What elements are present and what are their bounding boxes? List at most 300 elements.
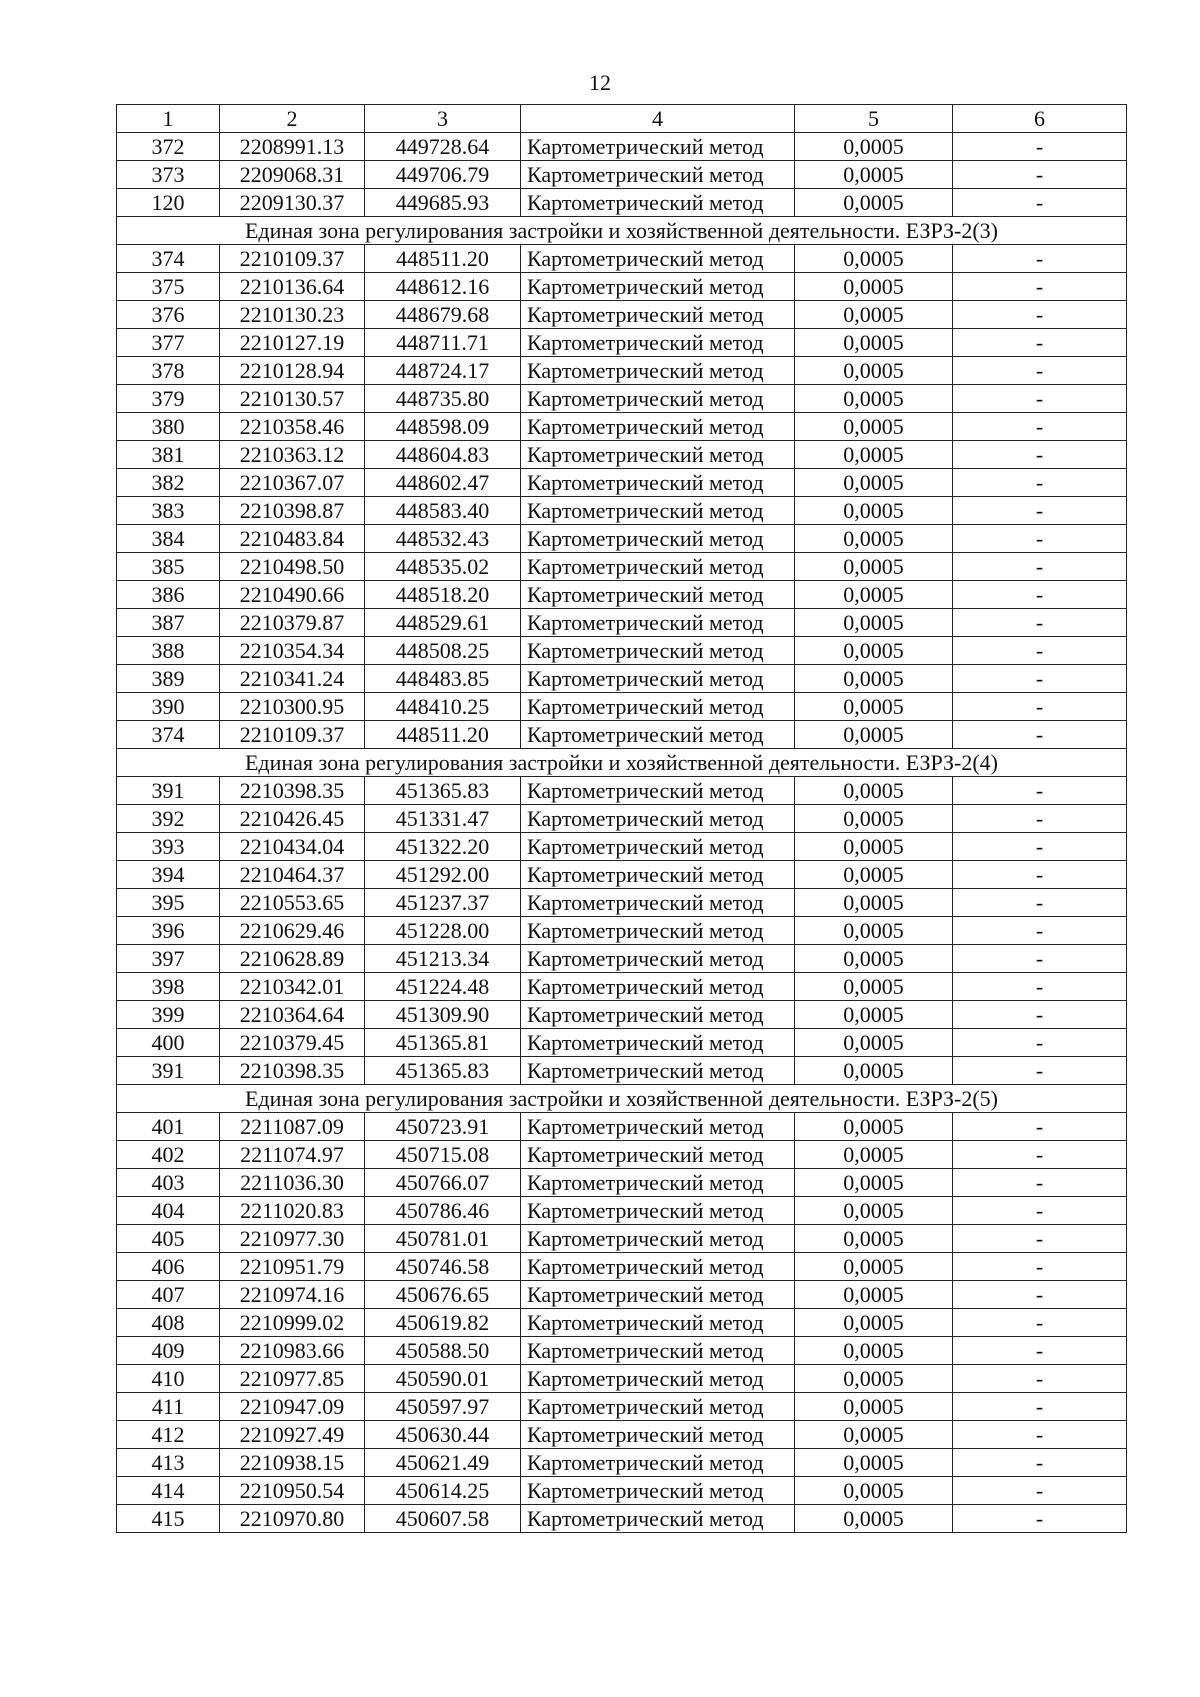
accuracy-cell: 0,0005 — [795, 273, 953, 301]
point-number-cell: 396 — [117, 917, 220, 945]
accuracy-cell: 0,0005 — [795, 889, 953, 917]
description-cell: - — [953, 245, 1127, 273]
table-row — [117, 525, 1127, 553]
x-coordinate-cell: 2209068.31 — [220, 161, 365, 189]
method-cell: Картометрический метод — [521, 889, 795, 917]
point-number-cell: 392 — [117, 805, 220, 833]
accuracy-cell: 0,0005 — [795, 861, 953, 889]
accuracy-cell: 0,0005 — [795, 609, 953, 637]
y-coordinate-cell: 448612.16 — [365, 273, 521, 301]
description-cell: - — [953, 1337, 1127, 1365]
x-coordinate-cell: 2210426.45 — [220, 805, 365, 833]
x-coordinate-cell: 2210553.65 — [220, 889, 365, 917]
y-coordinate-cell: 448583.40 — [365, 497, 521, 525]
y-coordinate-cell: 448529.61 — [365, 609, 521, 637]
point-number-cell: 404 — [117, 1197, 220, 1225]
x-coordinate-cell: 2209130.37 — [220, 189, 365, 217]
y-coordinate-cell: 449706.79 — [365, 161, 521, 189]
header-cell-6: 6 — [953, 105, 1127, 133]
y-coordinate-cell: 451224.48 — [365, 973, 521, 1001]
x-coordinate-cell: 2210983.66 — [220, 1337, 365, 1365]
description-cell: - — [953, 1141, 1127, 1169]
method-cell: Картометрический метод — [521, 1421, 795, 1449]
accuracy-cell: 0,0005 — [795, 301, 953, 329]
y-coordinate-cell: 451237.37 — [365, 889, 521, 917]
description-cell: - — [953, 665, 1127, 693]
y-coordinate-cell: 451322.20 — [365, 833, 521, 861]
y-coordinate-cell: 450621.49 — [365, 1449, 521, 1477]
x-coordinate-cell: 2210364.64 — [220, 1001, 365, 1029]
y-coordinate-cell: 448532.43 — [365, 525, 521, 553]
zone-title-row — [117, 1085, 1127, 1113]
zone-title-row — [117, 749, 1127, 777]
point-number-cell: 372 — [117, 133, 220, 161]
point-number-cell: 120 — [117, 189, 220, 217]
description-cell: - — [953, 637, 1127, 665]
table-row — [117, 581, 1127, 609]
description-cell: - — [953, 1057, 1127, 1085]
description-cell: - — [953, 273, 1127, 301]
method-cell: Картометрический метод — [521, 245, 795, 273]
method-cell: Картометрический метод — [521, 161, 795, 189]
y-coordinate-cell: 450766.07 — [365, 1169, 521, 1197]
accuracy-cell: 0,0005 — [795, 469, 953, 497]
accuracy-cell: 0,0005 — [795, 1057, 953, 1085]
description-cell: - — [953, 693, 1127, 721]
description-cell: - — [953, 1421, 1127, 1449]
table-row — [117, 1477, 1127, 1505]
table-row — [117, 301, 1127, 329]
point-number-cell: 415 — [117, 1505, 220, 1533]
description-cell: - — [953, 441, 1127, 469]
method-cell: Картометрический метод — [521, 777, 795, 805]
y-coordinate-cell: 450715.08 — [365, 1141, 521, 1169]
point-number-cell: 391 — [117, 777, 220, 805]
description-cell: - — [953, 469, 1127, 497]
point-number-cell: 381 — [117, 441, 220, 469]
table-row — [117, 973, 1127, 1001]
x-coordinate-cell: 2210498.50 — [220, 553, 365, 581]
x-coordinate-cell: 2211020.83 — [220, 1197, 365, 1225]
point-number-cell: 377 — [117, 329, 220, 357]
table-row — [117, 861, 1127, 889]
accuracy-cell: 0,0005 — [795, 1113, 953, 1141]
x-coordinate-cell: 2210464.37 — [220, 861, 365, 889]
point-number-cell: 379 — [117, 385, 220, 413]
method-cell: Картометрический метод — [521, 973, 795, 1001]
x-coordinate-cell: 2210398.87 — [220, 497, 365, 525]
method-cell: Картометрический метод — [521, 1057, 795, 1085]
y-coordinate-cell: 451365.83 — [365, 1057, 521, 1085]
point-number-cell: 407 — [117, 1281, 220, 1309]
x-coordinate-cell: 2210483.84 — [220, 525, 365, 553]
accuracy-cell: 0,0005 — [795, 1337, 953, 1365]
x-coordinate-cell: 2210300.95 — [220, 693, 365, 721]
accuracy-cell: 0,0005 — [795, 1169, 953, 1197]
table-row — [117, 1421, 1127, 1449]
x-coordinate-cell: 2211074.97 — [220, 1141, 365, 1169]
point-number-cell: 412 — [117, 1421, 220, 1449]
description-cell: - — [953, 497, 1127, 525]
description-cell: - — [953, 329, 1127, 357]
table-row — [117, 1449, 1127, 1477]
table-row — [117, 273, 1127, 301]
y-coordinate-cell: 451309.90 — [365, 1001, 521, 1029]
method-cell: Картометрический метод — [521, 1197, 795, 1225]
method-cell: Картометрический метод — [521, 1309, 795, 1337]
y-coordinate-cell: 451228.00 — [365, 917, 521, 945]
point-number-cell: 409 — [117, 1337, 220, 1365]
header-cell-5: 5 — [795, 105, 953, 133]
accuracy-cell: 0,0005 — [795, 161, 953, 189]
x-coordinate-cell: 2210938.15 — [220, 1449, 365, 1477]
table-row — [117, 693, 1127, 721]
table-row — [117, 609, 1127, 637]
header-cell-2: 2 — [220, 105, 365, 133]
x-coordinate-cell: 2210358.46 — [220, 413, 365, 441]
description-cell: - — [953, 861, 1127, 889]
point-number-cell: 406 — [117, 1253, 220, 1281]
accuracy-cell: 0,0005 — [795, 1197, 953, 1225]
point-number-cell: 390 — [117, 693, 220, 721]
point-number-cell: 384 — [117, 525, 220, 553]
point-number-cell: 401 — [117, 1113, 220, 1141]
y-coordinate-cell: 450781.01 — [365, 1225, 521, 1253]
description-cell: - — [953, 189, 1127, 217]
point-number-cell: 375 — [117, 273, 220, 301]
table-row — [117, 805, 1127, 833]
description-cell: - — [953, 805, 1127, 833]
accuracy-cell: 0,0005 — [795, 805, 953, 833]
table-row — [117, 833, 1127, 861]
accuracy-cell: 0,0005 — [795, 553, 953, 581]
y-coordinate-cell: 451292.00 — [365, 861, 521, 889]
x-coordinate-cell: 2210127.19 — [220, 329, 365, 357]
description-cell: - — [953, 1365, 1127, 1393]
zone-title: Единая зона регулирования застройки и хозяйственной деятельности. ЕЗРЗ-2(4) — [117, 749, 1127, 777]
accuracy-cell: 0,0005 — [795, 1309, 953, 1337]
method-cell: Картометрический метод — [521, 721, 795, 749]
accuracy-cell: 0,0005 — [795, 357, 953, 385]
method-cell: Картометрический метод — [521, 273, 795, 301]
method-cell: Картометрический метод — [521, 1477, 795, 1505]
point-number-cell: 402 — [117, 1141, 220, 1169]
point-number-cell: 395 — [117, 889, 220, 917]
table-body — [117, 133, 1127, 1533]
method-cell: Картометрический метод — [521, 945, 795, 973]
table-row — [117, 1197, 1127, 1225]
header-cell-3: 3 — [365, 105, 521, 133]
point-number-cell: 383 — [117, 497, 220, 525]
method-cell: Картометрический метод — [521, 357, 795, 385]
y-coordinate-cell: 450746.58 — [365, 1253, 521, 1281]
y-coordinate-cell: 450619.82 — [365, 1309, 521, 1337]
point-number-cell: 388 — [117, 637, 220, 665]
table-row — [117, 1393, 1127, 1421]
accuracy-cell: 0,0005 — [795, 777, 953, 805]
point-number-cell: 408 — [117, 1309, 220, 1337]
method-cell: Картометрический метод — [521, 1281, 795, 1309]
method-cell: Картометрический метод — [521, 301, 795, 329]
point-number-cell: 403 — [117, 1169, 220, 1197]
method-cell: Картометрический метод — [521, 861, 795, 889]
description-cell: - — [953, 1169, 1127, 1197]
y-coordinate-cell: 450597.97 — [365, 1393, 521, 1421]
accuracy-cell: 0,0005 — [795, 1449, 953, 1477]
accuracy-cell: 0,0005 — [795, 329, 953, 357]
point-number-cell: 385 — [117, 553, 220, 581]
description-cell: - — [953, 889, 1127, 917]
accuracy-cell: 0,0005 — [795, 637, 953, 665]
point-number-cell: 411 — [117, 1393, 220, 1421]
table-row — [117, 1057, 1127, 1085]
description-cell: - — [953, 1281, 1127, 1309]
y-coordinate-cell: 449728.64 — [365, 133, 521, 161]
point-number-cell: 378 — [117, 357, 220, 385]
table-row — [117, 1113, 1127, 1141]
accuracy-cell: 0,0005 — [795, 1281, 953, 1309]
y-coordinate-cell: 450676.65 — [365, 1281, 521, 1309]
method-cell: Картометрический метод — [521, 525, 795, 553]
description-cell: - — [953, 525, 1127, 553]
accuracy-cell: 0,0005 — [795, 1141, 953, 1169]
table-row — [117, 245, 1127, 273]
table-row — [117, 189, 1127, 217]
accuracy-cell: 0,0005 — [795, 721, 953, 749]
method-cell: Картометрический метод — [521, 917, 795, 945]
x-coordinate-cell: 2210367.07 — [220, 469, 365, 497]
y-coordinate-cell: 448483.85 — [365, 665, 521, 693]
y-coordinate-cell: 451213.34 — [365, 945, 521, 973]
x-coordinate-cell: 2210136.64 — [220, 273, 365, 301]
zone-title: Единая зона регулирования застройки и хозяйственной деятельности. ЕЗРЗ-2(5) — [117, 1085, 1127, 1113]
method-cell: Картометрический метод — [521, 609, 795, 637]
description-cell: - — [953, 161, 1127, 189]
x-coordinate-cell: 2210354.34 — [220, 637, 365, 665]
coordinates-table — [116, 104, 1127, 1533]
x-coordinate-cell: 2210974.16 — [220, 1281, 365, 1309]
method-cell: Картометрический метод — [521, 469, 795, 497]
x-coordinate-cell: 2210629.46 — [220, 917, 365, 945]
accuracy-cell: 0,0005 — [795, 1421, 953, 1449]
description-cell: - — [953, 973, 1127, 1001]
point-number-cell: 380 — [117, 413, 220, 441]
description-cell: - — [953, 1393, 1127, 1421]
method-cell: Картометрический метод — [521, 805, 795, 833]
table-row — [117, 637, 1127, 665]
method-cell: Картометрический метод — [521, 413, 795, 441]
method-cell: Картометрический метод — [521, 1393, 795, 1421]
x-coordinate-cell: 2210927.49 — [220, 1421, 365, 1449]
accuracy-cell: 0,0005 — [795, 1253, 953, 1281]
method-cell: Картометрический метод — [521, 1113, 795, 1141]
table-row — [117, 1141, 1127, 1169]
method-cell: Картометрический метод — [521, 693, 795, 721]
table-row — [117, 329, 1127, 357]
table-row — [117, 413, 1127, 441]
x-coordinate-cell: 2210130.57 — [220, 385, 365, 413]
point-number-cell: 373 — [117, 161, 220, 189]
description-cell: - — [953, 385, 1127, 413]
method-cell: Картометрический метод — [521, 1365, 795, 1393]
y-coordinate-cell: 450588.50 — [365, 1337, 521, 1365]
accuracy-cell: 0,0005 — [795, 245, 953, 273]
accuracy-cell: 0,0005 — [795, 525, 953, 553]
point-number-cell: 399 — [117, 1001, 220, 1029]
x-coordinate-cell: 2208991.13 — [220, 133, 365, 161]
accuracy-cell: 0,0005 — [795, 1001, 953, 1029]
y-coordinate-cell: 450723.91 — [365, 1113, 521, 1141]
accuracy-cell: 0,0005 — [795, 1477, 953, 1505]
accuracy-cell: 0,0005 — [795, 1029, 953, 1057]
y-coordinate-cell: 448711.71 — [365, 329, 521, 357]
x-coordinate-cell: 2210970.80 — [220, 1505, 365, 1533]
header-cell-1: 1 — [117, 105, 220, 133]
table-row — [117, 1001, 1127, 1029]
table-row — [117, 441, 1127, 469]
accuracy-cell: 0,0005 — [795, 385, 953, 413]
table-row — [117, 1365, 1127, 1393]
x-coordinate-cell: 2210628.89 — [220, 945, 365, 973]
method-cell: Картометрический метод — [521, 497, 795, 525]
y-coordinate-cell: 451331.47 — [365, 805, 521, 833]
accuracy-cell: 0,0005 — [795, 693, 953, 721]
zone-title: Единая зона регулирования застройки и хозяйственной деятельности. ЕЗРЗ-2(3) — [117, 217, 1127, 245]
y-coordinate-cell: 448602.47 — [365, 469, 521, 497]
accuracy-cell: 0,0005 — [795, 973, 953, 1001]
accuracy-cell: 0,0005 — [795, 581, 953, 609]
y-coordinate-cell: 448598.09 — [365, 413, 521, 441]
x-coordinate-cell: 2210434.04 — [220, 833, 365, 861]
method-cell: Картометрический метод — [521, 133, 795, 161]
table-row — [117, 1337, 1127, 1365]
description-cell: - — [953, 301, 1127, 329]
table-row — [117, 665, 1127, 693]
method-cell: Картометрический метод — [521, 1029, 795, 1057]
table-row — [117, 1309, 1127, 1337]
point-number-cell: 391 — [117, 1057, 220, 1085]
x-coordinate-cell: 2210951.79 — [220, 1253, 365, 1281]
description-cell: - — [953, 553, 1127, 581]
x-coordinate-cell: 2210363.12 — [220, 441, 365, 469]
point-number-cell: 393 — [117, 833, 220, 861]
point-number-cell: 374 — [117, 721, 220, 749]
zone-title-row — [117, 217, 1127, 245]
method-cell: Картометрический метод — [521, 1449, 795, 1477]
accuracy-cell: 0,0005 — [795, 1393, 953, 1421]
table-row — [117, 357, 1127, 385]
description-cell: - — [953, 833, 1127, 861]
description-cell: - — [953, 1197, 1127, 1225]
accuracy-cell: 0,0005 — [795, 945, 953, 973]
table-row — [117, 945, 1127, 973]
x-coordinate-cell: 2211087.09 — [220, 1113, 365, 1141]
method-cell: Картометрический метод — [521, 1337, 795, 1365]
table-row — [117, 777, 1127, 805]
point-number-cell: 414 — [117, 1477, 220, 1505]
point-number-cell: 410 — [117, 1365, 220, 1393]
table-row — [117, 497, 1127, 525]
point-number-cell: 413 — [117, 1449, 220, 1477]
description-cell: - — [953, 1449, 1127, 1477]
x-coordinate-cell: 2210109.37 — [220, 721, 365, 749]
x-coordinate-cell: 2210398.35 — [220, 1057, 365, 1085]
description-cell: - — [953, 945, 1127, 973]
accuracy-cell: 0,0005 — [795, 189, 953, 217]
x-coordinate-cell: 2210950.54 — [220, 1477, 365, 1505]
table-row — [117, 133, 1127, 161]
x-coordinate-cell: 2210490.66 — [220, 581, 365, 609]
point-number-cell: 376 — [117, 301, 220, 329]
accuracy-cell: 0,0005 — [795, 133, 953, 161]
table-row — [117, 553, 1127, 581]
method-cell: Картометрический метод — [521, 329, 795, 357]
y-coordinate-cell: 451365.81 — [365, 1029, 521, 1057]
description-cell: - — [953, 1309, 1127, 1337]
x-coordinate-cell: 2210379.87 — [220, 609, 365, 637]
description-cell: - — [953, 133, 1127, 161]
y-coordinate-cell: 450590.01 — [365, 1365, 521, 1393]
description-cell: - — [953, 1029, 1127, 1057]
accuracy-cell: 0,0005 — [795, 917, 953, 945]
method-cell: Картометрический метод — [521, 637, 795, 665]
method-cell: Картометрический метод — [521, 189, 795, 217]
accuracy-cell: 0,0005 — [795, 497, 953, 525]
x-coordinate-cell: 2210999.02 — [220, 1309, 365, 1337]
point-number-cell: 405 — [117, 1225, 220, 1253]
accuracy-cell: 0,0005 — [795, 1365, 953, 1393]
x-coordinate-cell: 2211036.30 — [220, 1169, 365, 1197]
table-row — [117, 1505, 1127, 1533]
x-coordinate-cell: 2210130.23 — [220, 301, 365, 329]
method-cell: Картометрический метод — [521, 833, 795, 861]
description-cell: - — [953, 357, 1127, 385]
y-coordinate-cell: 448410.25 — [365, 693, 521, 721]
description-cell: - — [953, 609, 1127, 637]
description-cell: - — [953, 1001, 1127, 1029]
table-row — [117, 469, 1127, 497]
accuracy-cell: 0,0005 — [795, 441, 953, 469]
point-number-cell: 394 — [117, 861, 220, 889]
y-coordinate-cell: 451365.83 — [365, 777, 521, 805]
x-coordinate-cell: 2210379.45 — [220, 1029, 365, 1057]
description-cell: - — [953, 917, 1127, 945]
description-cell: - — [953, 1253, 1127, 1281]
point-number-cell: 397 — [117, 945, 220, 973]
x-coordinate-cell: 2210977.85 — [220, 1365, 365, 1393]
description-cell: - — [953, 1505, 1127, 1533]
method-cell: Картометрический метод — [521, 1253, 795, 1281]
method-cell: Картометрический метод — [521, 1169, 795, 1197]
table-row — [117, 1253, 1127, 1281]
accuracy-cell: 0,0005 — [795, 413, 953, 441]
description-cell: - — [953, 777, 1127, 805]
description-cell: - — [953, 1225, 1127, 1253]
method-cell: Картометрический метод — [521, 553, 795, 581]
y-coordinate-cell: 450786.46 — [365, 1197, 521, 1225]
x-coordinate-cell: 2210947.09 — [220, 1393, 365, 1421]
point-number-cell: 374 — [117, 245, 220, 273]
table-row — [117, 1029, 1127, 1057]
y-coordinate-cell: 448518.20 — [365, 581, 521, 609]
y-coordinate-cell: 448508.25 — [365, 637, 521, 665]
table-row — [117, 917, 1127, 945]
y-coordinate-cell: 450607.58 — [365, 1505, 521, 1533]
point-number-cell: 400 — [117, 1029, 220, 1057]
method-cell: Картометрический метод — [521, 385, 795, 413]
x-coordinate-cell: 2210128.94 — [220, 357, 365, 385]
y-coordinate-cell: 450614.25 — [365, 1477, 521, 1505]
